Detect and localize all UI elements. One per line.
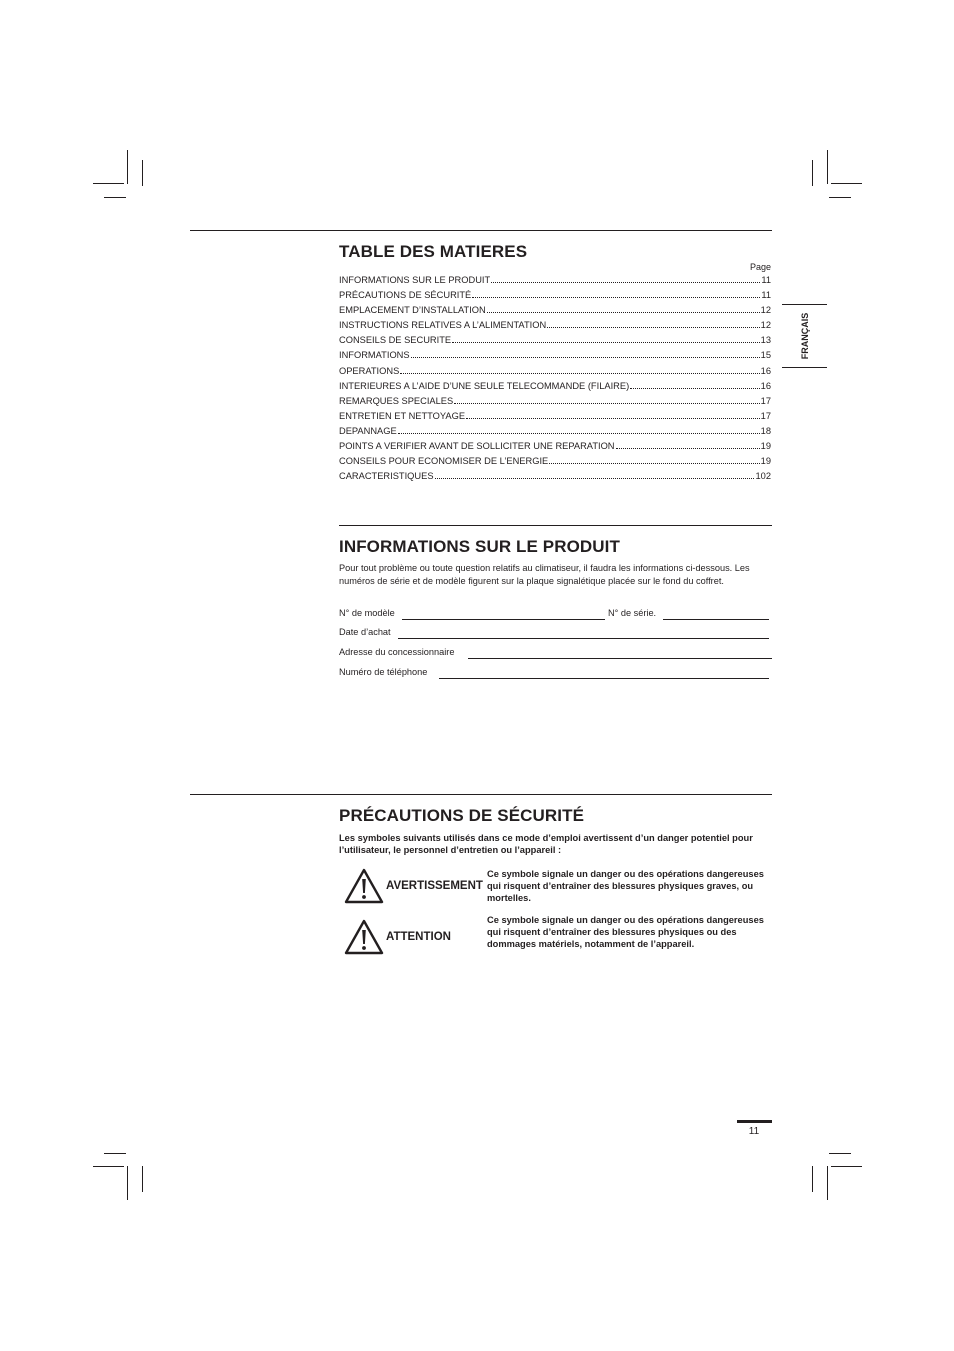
toc-entry[interactable]: CONSEILS DE SECURITE 13 [339,332,771,347]
toc-entry[interactable]: CARACTERISTIQUES 102 [339,468,771,483]
toc-entry[interactable]: INSTRUCTIONS RELATIVES A L’ALIMENTATION 12 [339,317,771,332]
section-rule-product-info [339,525,772,526]
warning-description: Ce symbole signale un danger ou des opérations dangereuses qui risquent d’entraîner des blessures physiques graves, ou mortelles. [487,869,764,903]
warning-triangle-icon [344,868,384,904]
dealer-address-label: Adresse du concessionnaire [339,647,455,657]
page-number: 11 [748,1126,760,1137]
safety-title: PRÉCAUTIONS DE SÉCURITÉ [339,806,585,825]
purchase-date-row [339,627,771,641]
toc-entry[interactable]: EMPLACEMENT D’INSTALLATION 12 [339,302,771,317]
page-number-bar [737,1120,772,1123]
toc-entry[interactable]: REMARQUES SPECIALES 17 [339,393,771,408]
dealer-address-field[interactable] [468,658,772,659]
model-serial-row [339,608,771,622]
toc-entry[interactable]: INFORMATIONS 15 [339,347,771,362]
table-of-contents [339,272,771,483]
toc-entry[interactable]: POINTS A VERIFIER AVANT DE SOLLICITER UNE REPARATION 19 [339,438,771,453]
language-tab [782,304,827,368]
toc-title: TABLE DES MATIERES [339,242,528,261]
toc-page-header: Page [749,262,771,272]
toc-entry[interactable]: PRÉCAUTIONS DE SÉCURITÉ 11 [339,287,771,302]
phone-row [339,667,771,681]
section-rule-safety [190,794,772,795]
caution-triangle-icon [344,919,384,955]
toc-entry[interactable]: INTERIEURES A L’AIDE D’UNE SEULE TELECOMMANDE (FILAIRE) 16 [339,378,771,393]
model-number-label: N° de modèle [339,608,395,618]
section-rule-toc [190,230,772,231]
warning-label: AVERTISSEMENT [386,880,483,892]
toc-entry[interactable]: INFORMATIONS SUR LE PRODUIT 11 [339,272,771,287]
purchase-date-field[interactable] [398,638,769,639]
toc-entry[interactable]: OPERATIONS 16 [339,363,771,378]
dealer-address-row [339,647,773,661]
toc-entry[interactable]: CONSEILS POUR ECONOMISER DE L’ENERGIE 19 [339,453,771,468]
toc-entry[interactable]: ENTRETIEN ET NETTOYAGE 17 [339,408,771,423]
phone-label: Numéro de téléphone [339,667,428,677]
product-info-title: INFORMATIONS SUR LE PRODUIT [339,537,620,556]
language-tab-label: FRANÇAIS [799,312,810,360]
safety-intro: Les symboles suivants utilisés dans ce mode d’emploi avertissent d’un danger potentiel pour l’utilisateur, le personnel d’entretien ou l’appareil : [339,833,753,855]
serial-number-label: N° de série. [608,608,657,618]
phone-field[interactable] [439,678,769,679]
caution-description: Ce symbole signale un danger ou des opérations dangereuses qui risquent d’entraîner des blessures physiques ou des dommages matériels, notamment de l’appareil. [487,915,764,949]
purchase-date-label: Date d’achat [339,627,391,637]
toc-entry[interactable]: DEPANNAGE 18 [339,423,771,438]
caution-label: ATTENTION [386,931,451,943]
product-info-intro: Pour tout problème ou toute question relatifs au climatiseur, il faudra les informations ci-dessous. Les numéros de série et de modèle figurent sur la plaque signalétique placée sur le fond du coffret. [339,563,750,586]
model-number-field[interactable] [402,619,605,620]
serial-number-field[interactable] [663,619,769,620]
